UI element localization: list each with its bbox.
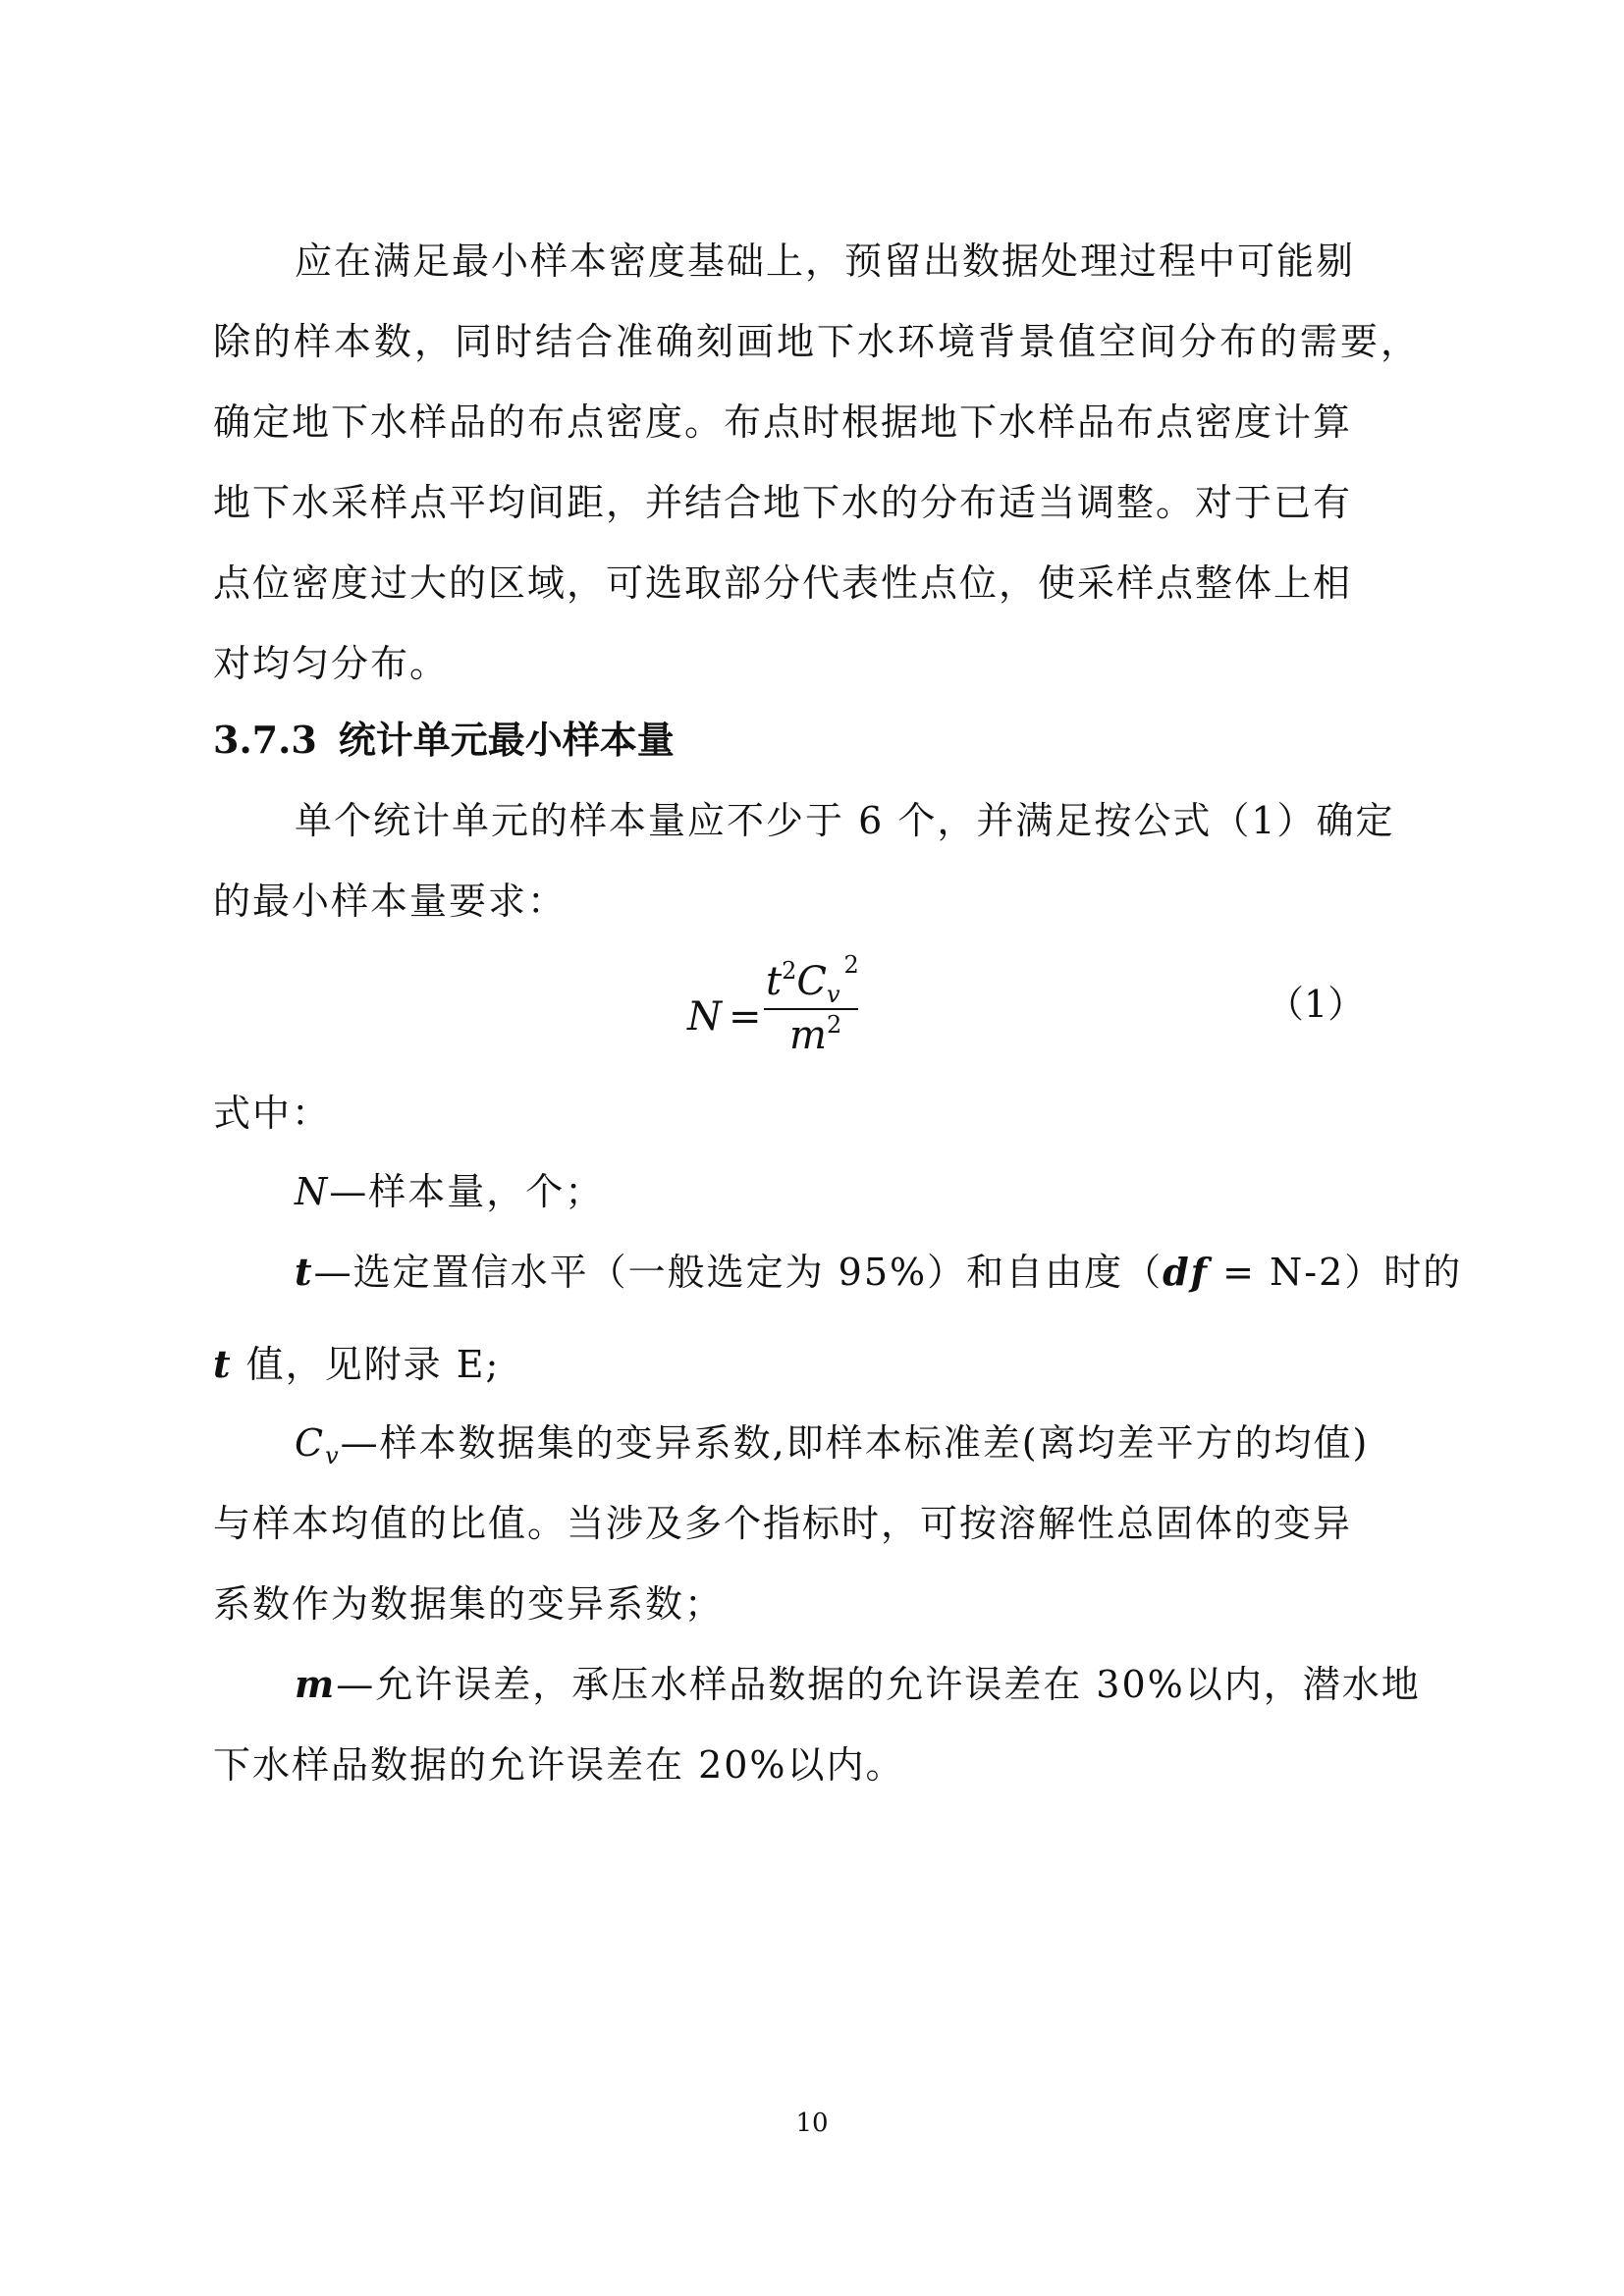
def-N: N—样本量，个； — [295, 1170, 605, 1213]
section-number: 3.7.3 — [213, 718, 317, 762]
para1-line-4: 地下水采样点平均间距，并结合地下水的分布适当调整。对于已有 — [213, 481, 1353, 524]
section-title: 统计单元最小样本量 — [338, 718, 675, 762]
para2-line-1: 单个统计单元的样本量应不少于 6 个，并满足按公式（1）确定 — [295, 799, 1395, 842]
def-m-line-1: m—允许误差，承压水样品数据的允许误差在 30%以内，潜水地 — [295, 1662, 1421, 1706]
formula-denominator: $m^2$ — [789, 1011, 842, 1058]
def-cv-line-2: 与样本均值的比值。当涉及多个指标时，可按溶解性总固体的变异 — [213, 1502, 1353, 1545]
where-label: 式中： — [213, 1092, 332, 1135]
def-cv-line-1: $C_v—$样本数据集的变异系数,即样本标准差(离均差平方的均值) — [295, 1421, 1370, 1469]
para1-line-2: 除的样本数，同时结合准确刻画地下水环境背景值空间分布的需要， — [213, 320, 1422, 363]
def-m-line-2: 下水样品数据的允许误差在 20%以内。 — [213, 1743, 905, 1787]
section-heading — [213, 717, 675, 764]
page-number: 10 — [795, 2109, 829, 2138]
para1-line-3: 确定地下水样品的布点密度。布点时根据地下水样品布点密度计算 — [213, 400, 1353, 444]
para1-line-1: 应在满足最小样本密度基础上，预留出数据处理过程中可能剔 — [295, 240, 1356, 283]
formula — [687, 951, 884, 1065]
para1-line-5: 点位密度过大的区域，可选取部分代表性点位，使采样点整体上相 — [213, 561, 1353, 605]
formula-lhs: N — [687, 994, 722, 1040]
def-t-line-1: t—选定置信水平（一般选定为 95%）和自由度（df = N-2）时的 — [295, 1250, 1463, 1294]
def-t-line-2: t 值，见附录 E; — [213, 1342, 501, 1386]
def-cv-line-3: 系数作为数据集的变异系数； — [213, 1582, 725, 1626]
formula-equals: = — [729, 994, 762, 1040]
fraction-bar — [764, 1008, 858, 1010]
formula-label: （1） — [1267, 983, 1366, 1026]
para2-line-2: 的最小样本量要求： — [213, 880, 568, 923]
formula-numerator: $t^2C_v^2$ — [766, 951, 859, 1008]
para1-line-6: 对均匀分布。 — [213, 642, 450, 685]
